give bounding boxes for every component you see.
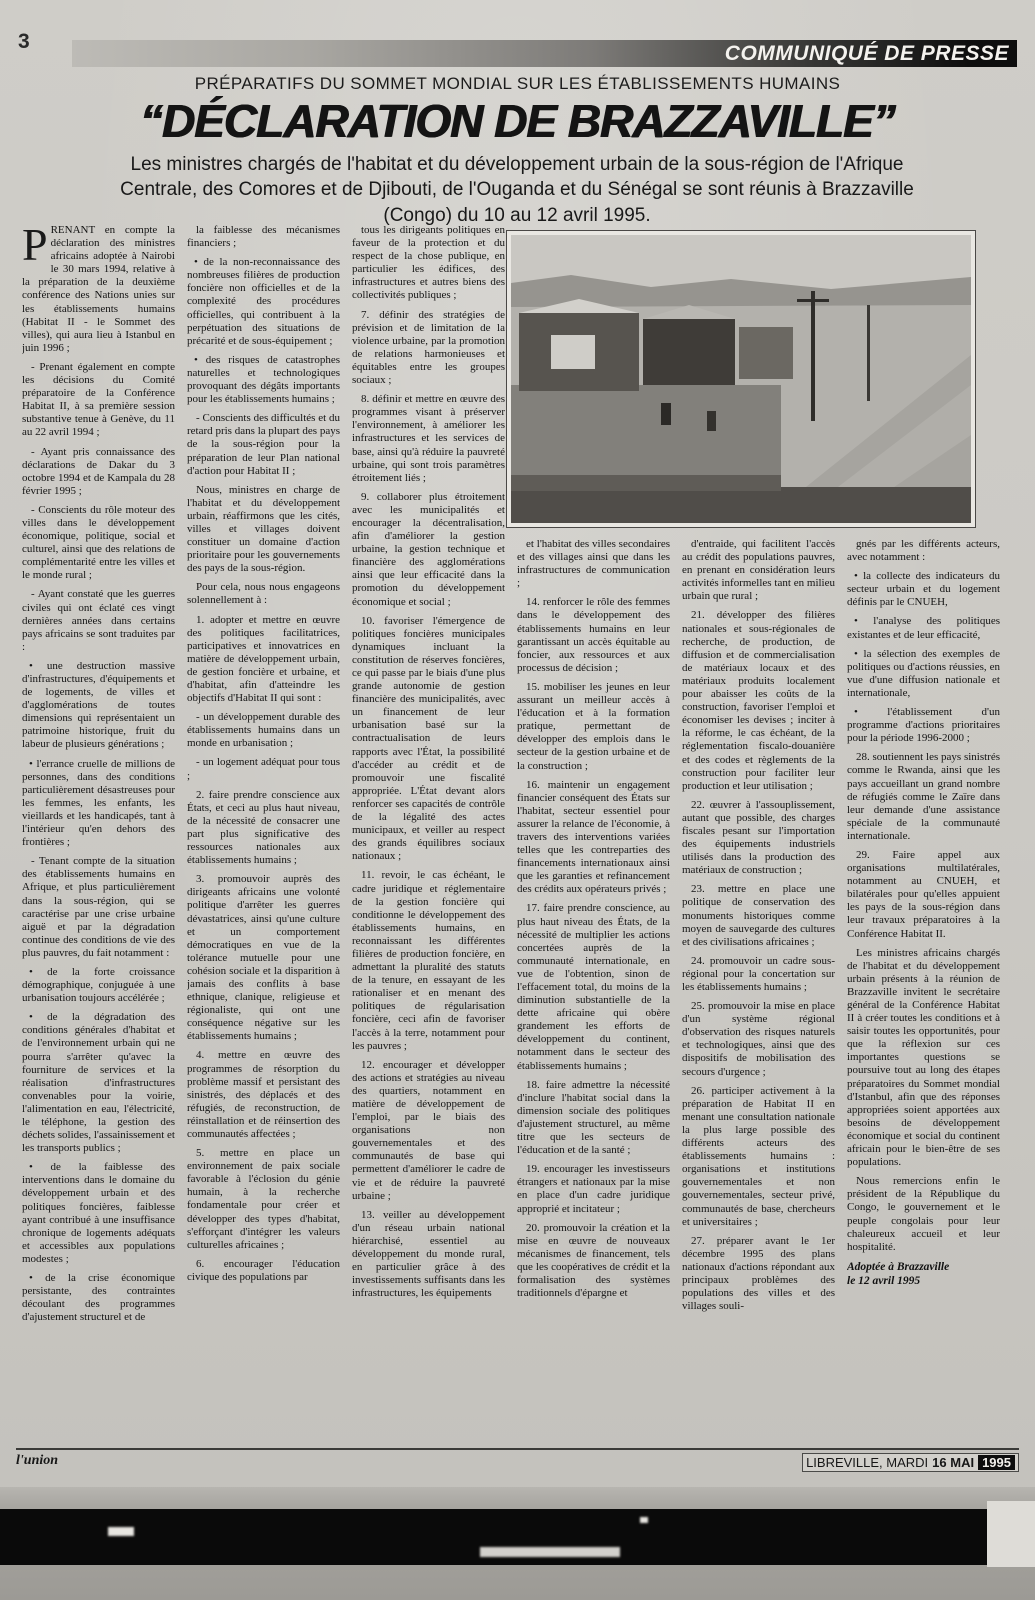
section-banner [72, 40, 1017, 67]
paragraph: • de la crise économique persistante, des contraintes découlant des programmes d'ajustement structurel et de [22, 1272, 175, 1324]
paragraph: Nous, ministres en charge de l'habitat et du développement urbain, réaffirmons que les cités, villes et villages doivent constituer un domaine d'action prioritaire pour les gouvernements des pays de la sous-région. [187, 483, 340, 575]
article-title: “DÉCLARATION DE BRAZZAVILLE” [140, 95, 895, 147]
paragraph: gnés par les différents acteurs, avec notamment : [847, 538, 1000, 564]
drop-cap: P [22, 224, 48, 270]
street-photo [506, 230, 976, 528]
issue-date-box [802, 1453, 1019, 1472]
paragraph: 7. définir des stratégies de prévision et de limitation de la violence urbaine, par la promotion de relations harmonieuses et équitables entre les groupes sociaux ; [352, 308, 505, 387]
signature-line-1: Adoptée à Brazzaville [847, 1260, 950, 1273]
paragraph: d'entraide, qui facilitent l'accès au crédit des populations pauvres, en prenant en considération leurs activités informelles tant en milieu urbain que rural ; [682, 538, 835, 603]
paragraph: • l'établissement d'un programme d'actions prioritaires pour la période 1996-2000 ; [847, 706, 1000, 745]
signature-line-2: le 12 avril 1995 [847, 1274, 921, 1287]
paragraph: - Prenant également en compte les décisions du Comité préparatoire de la Conférence Habitat II, à sa première session substantive tenue à Genève, du 11 au 22 avril 1994 ; [22, 360, 175, 439]
paragraph: 16. maintenir un engagement financier conséquent des États sur l'habitat, secteur essentiel pour assurer la relance de l'économie, à travers des interventions variées telles que les contreparties des financements internationaux ainsi que les garanties et refinancement des crédits aux opérateurs privés ; [517, 778, 670, 896]
paragraph: 12. encourager et développer des actions et stratégies au niveau des quartiers, notamment en matière de développement de l'emploi, par le biais des organisations non gouvernementales et des communautés de base qui permettent d'améliorer le cadre de vie et de réduire la pauvreté urbaine ; [352, 1058, 505, 1202]
paragraph: 15. mobiliser les jeunes en leur assurant un meilleur accès à l'éducation et à la formation pratique, permettant de développer des emplois dans le secteur de la gestion urbaine et de la construction ; [517, 680, 670, 772]
paragraph: • de la forte croissance démographique, conjuguée à une urbanisation toujours accélérée ; [22, 965, 175, 1005]
paragraph: PRENANT en compte la déclaration des ministres africains adoptée à Nairobi le 30 mars 1994, relative à la préparation de la deuxième conférence des Nations unies sur les établissements humains (Habitat II - le Sommet des villes), qui aura lieu à Istanbul en juin 1996 ; [22, 224, 175, 354]
scan-corner-patch [987, 1501, 1035, 1567]
issue-year-chip: 1995 [978, 1455, 1015, 1470]
text-column-6-paragraphs [847, 538, 1000, 1254]
paragraph: 1. adopter et mettre en œuvre des politiques facilitatrices, participatives et innovatrices en matière de développement urbain, de gestion foncière et urbaine, et d'habitat, afin d'atteindre les objectifs d'Habitat II qui sont : [187, 613, 340, 705]
paragraph: 9. collaborer plus étroitement avec les municipalités et encourager la décentralisation, afin d'améliorer la gestion urbaine, la gestion technique et financière des agglomérations ainsi que leur efficacité dans la promotion du développement économique et social ; [352, 490, 505, 608]
paragraph: 6. encourager l'éducation civique des populations par [187, 1257, 340, 1283]
paragraph: 24. promouvoir un cadre sous-régional pour la concertation sur les établissements humains ; [682, 954, 835, 993]
page-footer [16, 1448, 1019, 1472]
paragraph: 21. développer des filières nationales et sous-régionales de recherche, de production, de diffusion et de commercialisation de matériaux locaux et des matériaux produits localement pour abaisser les coûts de la construction, favoriser l'emploi et économiser les devises ; inciter à la réforme, le cas échéant, de la réglementation fiscalo-douanière et des codes et règlements de la construction pour faciliter leur production et leur utilisation ; [682, 609, 835, 792]
paragraph: 14. renforcer le rôle des femmes dans le développement des établissements humains en leur garantissant un accès équitable au foncier, aux ressources et aux processus de décision ; [517, 596, 670, 674]
issue-city-day: LIBREVILLE, MARDI [806, 1455, 929, 1470]
text-column-3 [352, 224, 505, 1448]
paragraph: • une destruction massive d'infrastructures, d'équipements et de logements, de villes et d'agglomérations de toutes dimensions qui représentaient un patrimoine historique, fruit du labeur de plusieurs générations ; [22, 659, 175, 751]
paragraph: tous les dirigeants politiques en faveur de la protection et du respect de la chose publique, en particulier les édifices, des infrastructures et autres biens des collectivités publiques ; [352, 224, 505, 302]
scan-artifact [640, 1517, 648, 1523]
paragraph: 26. participer activement à la préparation de Habitat II en menant une consultation nationale la plus large possible des différents acteurs des établissements humains : organisations et institutions gouvernementales et non gouvernementales, secteur privé, communautés de base, chercheurs et universitaires ; [682, 1084, 835, 1228]
paragraph: Les ministres africains chargés de l'habitat et du développement urbain présents à la réunion de Brazzaville invitent le secrétaire général de la Conférence Habitat II à créer toutes les conditions et à saisir toutes les opportunités, pour que la réflexion sur ces importantes questions se poursuive tout au long des étapes préparatoires du Sommet mondial d'Istanbul, afin que des réponses appropriées soient apportées aux besoins de développement économique et social du continent africain pour le bien-être de ses populations. [847, 946, 1000, 1169]
paragraph: 3. promouvoir auprès des dirigeants africains une volonté politique d'arrêter les guerres dévastatrices, ainsi qu'une culture et un comportement démocratiques en vue de la tolérance mutuelle pour une cohésion sociale et la disparition à jamais des conflits à base ethnique, clanique, religieuse et régionaliste, qui ont une conséquence négative sur les établissements humains ; [187, 873, 340, 1043]
paragraph: • la sélection des exemples de politiques ou d'actions réussies, en vue d'une diffusion nationale et internationale, [847, 647, 1000, 699]
paragraph: 18. faire admettre la nécessité d'inclure l'habitat social dans la dimension sociale des politiques d'ajustement structurel, au même titre que les secteurs de l'éducation et de la santé ; [517, 1078, 670, 1157]
paragraph: • des risques de catastrophes naturelles et technologiques provoquant des dégâts importants pour les établissements humains ; [187, 353, 340, 406]
paragraph: 29. Faire appel aux organisations multilatérales, notamment au CNUEH, et bilatérales pour qu'elles appuient les pays de la sous-région dans leur travaux préparatoires à la Conférence Habitat II. [847, 848, 1000, 940]
paragraph: 20. promouvoir la création et la mise en œuvre de nouveaux mécanismes de financement, tels que les coopératives de crédit et la formalisation des systèmes traditionnels d'épargne et [517, 1221, 670, 1300]
paragraph: 23. mettre en place une politique de conservation des monuments historiques comme moyen de sauvegarde des cultures et des civilisations africaines ; [682, 883, 835, 948]
paragraph: 13. veiller au développement d'un réseau urbain national hiérarchisé, essentiel au développement du monde rural, en particulier grâce à des investissements suffisants dans les infrastructures, les équipements [352, 1208, 505, 1300]
article-subtitle: Les ministres chargés de l'habitat et du développement urbain de la sous-région de l'Afrique Centrale, des Comores et de Djibouti, de l'Ouganda et du Sénégal se sont réunis à Brazzaville (Congo) du 10 au 12 avril 1995. [120, 154, 914, 226]
adoption-signature [847, 1260, 1000, 1288]
paragraph: • de la faiblesse des interventions dans le domaine du développement urbain et des politiques foncières, faiblesse ayant contribué à une insuffisance chronique de logements adéquats et accessibles aux populations modestes ; [22, 1161, 175, 1265]
section-banner-label: COMMUNIQUÉ DE PRESSE [724, 41, 1009, 65]
paragraph: 10. favoriser l'émergence de politiques foncières municipales dynamiques incluant la constitution de réserves foncières, ce qui passe par le biais d'une plus grande autonomie de gestion financière des municipalités, avec un financement de leur urbanisation basé sur la contractualisation de leurs rapports avec l'État, la possibilité d'accéder au crédit et de promouvoir une fiscalité appropriée. L'État devant alors renforcer ses capacités de contrôle de la légalité des actes municipaux, et veiller au respect des grands équilibres sociaux nationaux ; [352, 614, 505, 863]
paragraph: • l'analyse des politiques existantes et de leur efficacité, [847, 615, 1000, 641]
paragraph: la faiblesse des mécanismes financiers ; [187, 224, 340, 250]
paragraph: 19. encourager les investisseurs étrangers et nationaux par la mise en place d'un cadre juridique approprié et incitateur ; [517, 1163, 670, 1215]
paragraph: - Ayant pris connaissance des déclarations de Dakar du 3 octobre 1994 et de Kampala du 28 février 1995 ; [22, 445, 175, 497]
paragraph: 8. définir et mettre en œuvre des programmes visant à préserver l'environnement, à améliorer les infrastructures et les services de base, ainsi qu'à réduire la pauvreté urbaine, qui sont trois paramètres étroitement liés ; [352, 393, 505, 484]
text-column-2 [187, 224, 340, 1448]
scan-artifact [480, 1547, 620, 1557]
paragraph: - Tenant compte de la situation des établissements humains en Afrique, et plus particulièrement dans la sous-région, qui se caractérise par une crise urbaine aiguë et par la dégradation continue des conditions de vie des plus pauvres, du fait notamment : [22, 855, 175, 959]
paragraph: 17. faire prendre conscience, au plus haut niveau des États, de la nécessité de multiplier les actions concertées auprès de la communauté internationale, en vue de l'obtention, sinon de l'effacement total, du moins de la diminution substantielle de la dette africaine qui obère grandement les efforts de développement du continent, notamment dans le secteur des établissements humains ; [517, 902, 670, 1072]
paragraph: - Conscients du rôle moteur des villes dans le développement économique, politique, social et culturel, ainsi que des relations de complémentarité entre les villes et le monde rural ; [22, 503, 175, 582]
scan-film-strip [0, 1487, 1035, 1600]
paragraph: - un développement durable des établissements humains dans un monde en urbanisation ; [187, 711, 340, 750]
page-number: 3 [18, 30, 30, 53]
paragraph: 11. revoir, le cas échéant, le cadre juridique et réglementaire de la gestion foncière qui conditionne le développement des établissements humains, en reconnaissant les différentes filières de production foncière, en admettant la pluralité des statuts de la tenure, en essayant de les rationaliser et en menant des politiques de régularisation foncière, ceci afin de favoriser l'accès à la terre, notamment pour les pauvres ; [352, 869, 505, 1052]
paragraph: • de la non-reconnaissance des nombreuses filières de production foncière non officielles et de la complexité des procédures officielles, qui contribuent à la perpétuation des situations de précarité et de sous-équipement ; [187, 256, 340, 347]
paragraph: - un logement adéquat pour tous ; [187, 756, 340, 782]
paragraph: Pour cela, nous nous engageons solennellement à : [187, 581, 340, 607]
paragraph: 25. promouvoir la mise en place d'un système régional d'observation des risques naturels et technologiques, ainsi que des dispositifs de mobilisation des secours d'urgence ; [682, 1000, 835, 1078]
issue-date: 16 MAI [932, 1455, 975, 1470]
paragraph: 27. préparer avant le 1er décembre 1995 des plans nationaux d'actions répondant aux principaux problèmes des populations des villes et des villages souli- [682, 1234, 835, 1313]
street-photo-illustration [511, 235, 971, 523]
scan-artifact [108, 1527, 134, 1536]
paragraph: • l'errance cruelle de millions de personnes, dans des conditions particulièrement désastreuses pour les femmes, les enfants, les vieillards et les handicapés, tant à l'intérieur qu'en dehors des frontières ; [22, 757, 175, 849]
paragraph: • de la dégradation des conditions générales d'habitat et de l'environnement urbain qui ne pourra s'arrêter qu'avec la fourniture de services et la réalisation d'infrastructures convenables pour la voirie, l'alimentation en eau, l'électricité, le téléphone, la gestion des déchets solides, l'assainissement et les transports publics ; [22, 1011, 175, 1155]
paragraph: - Ayant constaté que les guerres civiles qui ont éclaté ces vingt dernières années dans certains pays africains se sont traduites par : [22, 588, 175, 653]
paragraph: 22. œuvrer à l'assouplissement, autant que possible, des charges fiscales pesant sur l'importation des équipements industriels utilisés dans la production des matériaux de construction ; [682, 798, 835, 877]
paragraph: 28. soutiennent les pays sinistrés comme le Rwanda, ainsi que les pays accueillant un grand nombre de réfugiés comme le Zaïre dans leur demande d'une assistance spéciale de la communauté internationale. [847, 751, 1000, 842]
paragraph: • la collecte des indicateurs du secteur urbain et du logement définis par le CNUEH, [847, 570, 1000, 609]
text-column-1 [22, 224, 175, 1448]
paragraph: 4. mettre en œuvre des programmes de résorption du problème massif et persistant des sinistrés, des déplacés et des réfugiés, de reconstruction, de réinstallation et de réinsertion des communautés affectées ; [187, 1049, 340, 1140]
paragraph: et l'habitat des villes secondaires et des villages ainsi que dans les infrastructures de communication ; [517, 538, 670, 590]
paragraph: 5. mettre en place un environnement de paix sociale favorable à l'éclosion du génie humain, à la recherche fondamentale pour créer et développer des types d'habitat, s'efforçant d'intégrer les valeurs culturelles africaines ; [187, 1147, 340, 1251]
paragraph: - Conscients des difficultés et du retard pris dans la plupart des pays de la sous-région pour la préparation de leur Plan national d'action pour Habitat II ; [187, 412, 340, 477]
newspaper-name: l'union [16, 1453, 59, 1468]
kicker-headline: PRÉPARATIFS DU SOMMET MONDIAL SUR LES ÉTABLISSEMENTS HUMAINS [194, 74, 841, 93]
paragraph: Nous remercions enfin le président de la République du Congo, le gouvernement et le peuple congolais pour leur chaleureux accueil et leur hospitalité. [847, 1175, 1000, 1253]
paragraph: 2. faire prendre conscience aux États, et ceci au plus haut niveau, de la nécessité de consacrer une part plus significative des ressources nationales aux établissements humains ; [187, 788, 340, 867]
